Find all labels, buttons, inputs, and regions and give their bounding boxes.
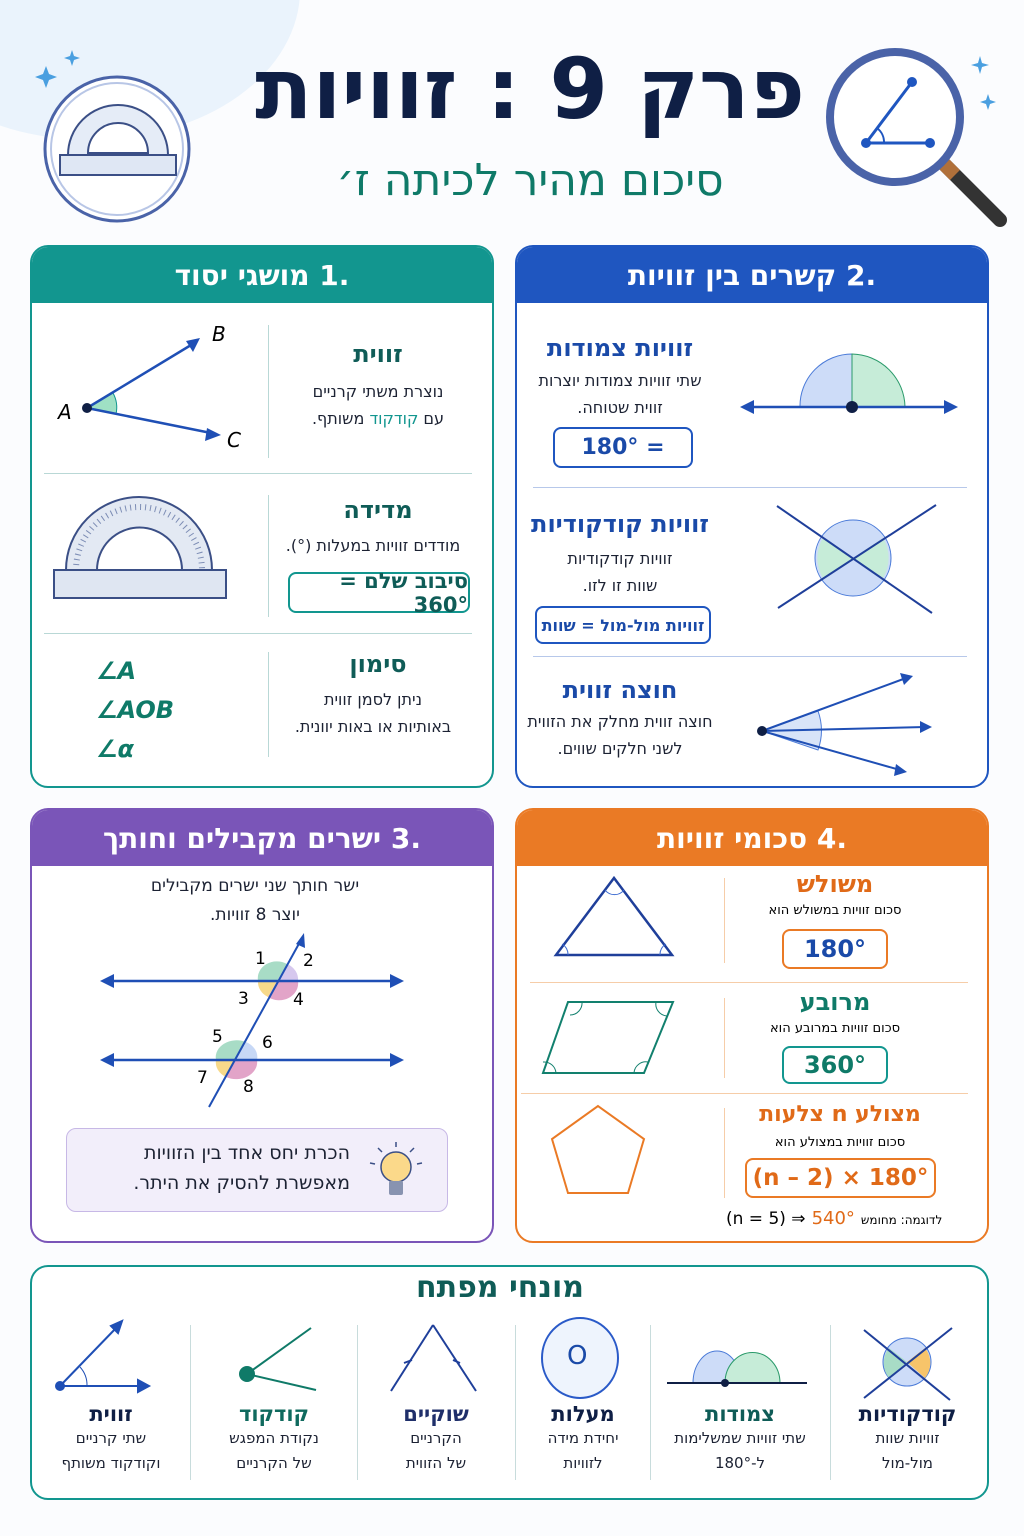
full-turn-box: סיבוב שלם = 360° <box>288 572 470 613</box>
card-title: .1 מושגי יסוד <box>32 247 492 303</box>
polygon-formula-box: (n – 2) × 180° <box>745 1158 936 1198</box>
term-vertex <box>195 1402 353 1476</box>
bisector-title: חוצה זווית <box>562 676 678 704</box>
polygon-desc: סכום זוויות במצולע הוא <box>774 1135 906 1150</box>
angle-desc-line: נוצרת משתי קרניים <box>312 382 444 401</box>
angle-number: 1 <box>255 949 266 969</box>
page-title: פרק 9 : זוויות <box>255 40 805 138</box>
term-title: זווית <box>89 1402 133 1426</box>
quad-sum-box: 360° <box>782 1046 888 1084</box>
term-title: מעלות <box>551 1402 615 1426</box>
notation-title: סימון <box>349 650 407 678</box>
term-desc: של הזווית <box>405 1454 467 1472</box>
term-adjacent <box>655 1402 825 1476</box>
symbol: ∠α <box>96 735 135 763</box>
text: עם <box>418 409 445 428</box>
vertical-equal-box: זוויות מול-מול = שוות <box>535 606 711 644</box>
term-desc: של הקרניים <box>236 1454 312 1472</box>
angle-icon <box>56 1321 149 1392</box>
desc-line: חוצה זווית מחלק את הזווית <box>527 712 713 731</box>
term-vertical <box>840 1402 975 1476</box>
angle-number: 8 <box>243 1077 254 1097</box>
angle-number: 2 <box>303 951 314 971</box>
point-label-b: B <box>212 322 226 346</box>
arms-icon <box>391 1325 476 1391</box>
card-title: .3 ישרים מקבילים וחותך <box>32 810 492 866</box>
desc-line: זווית שטוחה. <box>577 398 663 417</box>
term-title: קודקודיות <box>858 1402 957 1426</box>
quad-title: מרובע <box>799 988 871 1016</box>
example-label: לדוגמה: מחומש <box>860 1213 943 1227</box>
term-desc: ל-180° <box>714 1454 766 1472</box>
term-desc: זוויות שוות <box>875 1429 940 1447</box>
symbol: ∠A <box>96 657 137 685</box>
text: משותף. <box>311 409 370 428</box>
term-desc: נקודת המפגש <box>229 1429 319 1447</box>
adjacent-title: זוויות צמודות <box>546 334 694 362</box>
measure-title: מדידה <box>343 496 413 524</box>
term-title: צמודות <box>704 1402 775 1426</box>
angle-number: 6 <box>262 1033 273 1053</box>
angle-number: 5 <box>212 1027 223 1047</box>
notation-line: באותיות או באות יוונית. <box>294 717 452 736</box>
point-label-a: A <box>58 400 72 424</box>
desc-line: יוצר 8 זוויות. <box>210 905 300 925</box>
term-angle <box>36 1402 186 1476</box>
quad-desc: סכום זוויות במרובע הוא <box>769 1021 901 1036</box>
tip-line: הכרת יחס אחד בין הזוויות <box>144 1142 350 1164</box>
example-formula: (n = 5) ⇒ <box>726 1209 806 1229</box>
triangle-desc: סכום זוויות במשולש הוא <box>768 903 902 918</box>
vertical-title: זוויות קודקודיות <box>531 510 709 538</box>
triangle-sum-box: 180° <box>782 929 888 969</box>
desc-line: שתי זוויות צמודות יוצרות <box>538 371 702 390</box>
card-title: .2 קשרים בין זוויות <box>517 247 987 303</box>
desc-line: לשני חלקים שווים. <box>557 739 683 758</box>
example-value: 540° <box>811 1208 855 1229</box>
desc-line: ישר חותך שני ישרים מקבילים <box>150 876 360 896</box>
measure-desc: מודדים זוויות במעלות (°). <box>285 536 461 555</box>
vertex-icon <box>239 1328 316 1390</box>
page-subtitle: סיכום מהיר לכיתה ז׳ <box>336 155 724 206</box>
polygon-title: מצולע n צלעות <box>759 1102 921 1127</box>
term-desc: שתי זוויות שמשלימות <box>674 1429 806 1447</box>
angle-number: 7 <box>197 1068 208 1088</box>
angle-title: זווית <box>353 340 403 368</box>
degree-icon-text: O <box>567 1341 588 1371</box>
term-desc: לזוויות <box>563 1454 603 1472</box>
term-desc: וקודקוד משותף <box>61 1454 161 1472</box>
vertical-angles-icon <box>864 1328 952 1400</box>
term-desc: יחידת מידה <box>547 1429 619 1447</box>
term-degrees <box>518 1402 648 1476</box>
card-title: .4 סכומי זוויות <box>517 810 987 866</box>
tip-line: מאפשרת להסיק את היתר. <box>133 1172 350 1194</box>
notation-line: ניתן לסמן זווית <box>323 690 423 709</box>
term-desc: שתי קרניים <box>75 1429 147 1447</box>
triangle-title: משולש <box>796 870 874 898</box>
desc-line: שוות זו לזו. <box>582 576 658 595</box>
desc-line: זוויות קודקודיות <box>567 549 673 568</box>
term-arms <box>362 1402 510 1476</box>
adjacent-angles-icon <box>667 1351 807 1387</box>
point-label-c: C <box>227 428 241 452</box>
vertex-highlight: קודקוד <box>369 409 419 428</box>
term-desc: מול-מול <box>881 1454 933 1472</box>
term-title: שוקיים <box>403 1402 469 1426</box>
term-title: קודקוד <box>238 1402 310 1426</box>
angle-number: 3 <box>238 989 249 1009</box>
key-terms-title: מונחי מפתח <box>415 1270 585 1305</box>
adjacent-sum-box: = 180° <box>553 427 693 468</box>
term-desc: הקרניים <box>410 1429 462 1447</box>
angle-number: 4 <box>293 990 304 1010</box>
symbol: ∠AOB <box>96 696 175 724</box>
